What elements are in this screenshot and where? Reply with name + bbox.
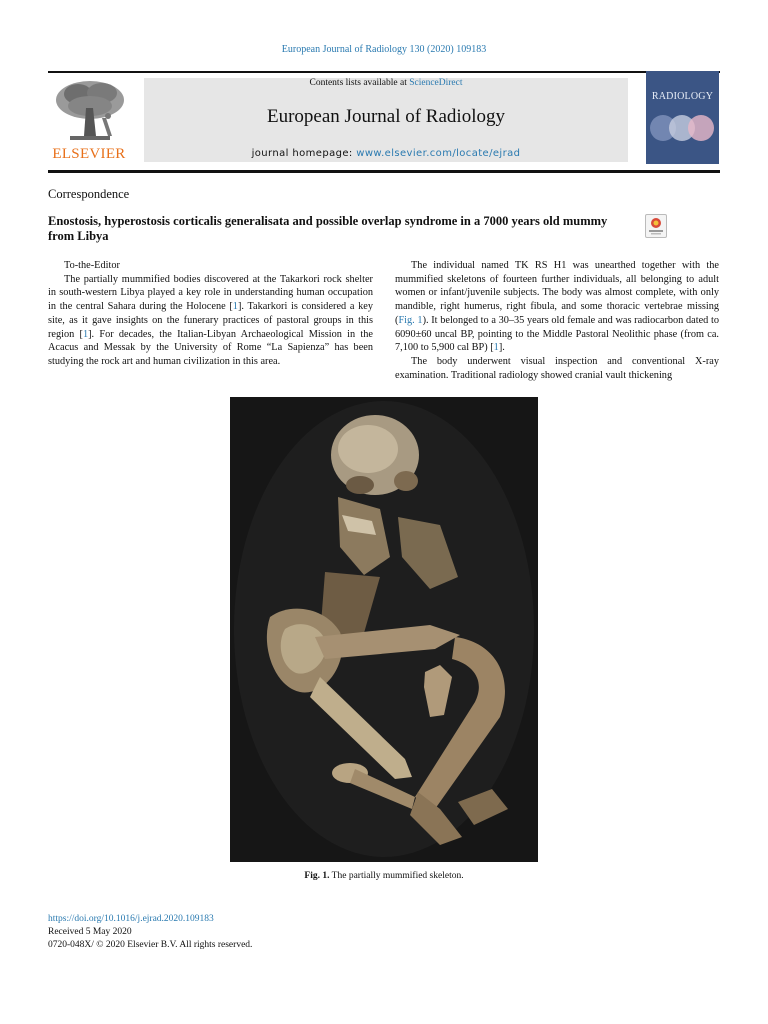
figure-label: Fig. 1. [304,871,330,881]
article-title: Enostosis, hyperostosis corticalis generalisata and possible overlap syndrome in a 7000 years old mummy from Libya [48,214,608,243]
journal-masthead [144,78,628,162]
copyright-line: 0720-048X/ © 2020 Elsevier B.V. All rights reserved. [48,940,253,950]
elsevier-logo [48,78,130,164]
homepage-prefix: journal homepage: [251,148,357,159]
citation-link[interactable]: 1 [232,301,238,313]
figure-caption [0,871,768,881]
mummified-skeleton-image [230,397,538,862]
cover-title: RADIOLOGY [651,91,714,102]
article-type: Correspondence [48,187,130,201]
journal-title: European Journal of Radiology [267,106,505,127]
homepage-line [144,148,628,159]
contents-line [144,78,628,88]
citation-link[interactable]: 1 [82,328,89,340]
body-column-right [395,259,719,382]
figure-link[interactable]: Fig. 1 [398,314,423,326]
received-date: Received 5 May 2020 [48,927,132,937]
doi-link[interactable]: https://doi.org/10.1016/j.ejrad.2020.109183 [48,914,214,924]
header-rule-top [48,71,720,73]
running-head[interactable]: European Journal of Radiology 130 (2020) 109183 [281,44,487,55]
salutation: To-the-Editor [64,260,120,271]
cover-circle-icon [688,115,714,141]
figure-caption-text: The partially mummified skeleton. [329,871,464,881]
body-paragraph: The partially mummified bodies discovered at the Takarkori rock shelter in south-western Libya played a key role in understanding human occupation in the central Sahara during the Holocene [1]. Takarkori is considered a key site, as it gave insights on the funerary practices of pastoral groups in this region [1]. For decades, the Italian-Libyan Archaeological Mission in the Acacus and Messak by the University of Rome “La Sapienza” has been studying the rock art and human civilization in this area. [48,273,373,367]
crossmark-icon[interactable] [645,214,667,238]
sciencedirect-link[interactable]: ScienceDirect [409,78,463,88]
elsevier-wordmark[interactable]: ELSEVIER [52,146,126,162]
header-rule-bottom [48,170,720,173]
body-paragraph: The individual named TK RS H1 was unearthed together with the mummified skeletons of fourteen further individuals, all belonging to adult women or infant/juvenile subjects. The body was almost complete, with only mandible, right humerus, right fibula, and some thoracic vertebrae missing (Fig. 1). It belonged to a 30–35 years old female and was radiocarbon dated to 6090±60 uncal BP, pointing to the Middle Pastoral Neolithic phase (from ca. 7,100 to 5,900 cal BP) [1]. [395,260,719,354]
homepage-link[interactable]: www.elsevier.com/locate/ejrad [356,148,521,159]
figure-mummy-photo [230,397,538,862]
contents-prefix: Contents lists available at [309,78,410,88]
body-paragraph: The body underwent visual inspection and conventional X-ray examination. Traditional radiology showed cranial vault thickening [395,355,719,381]
body-column-left [48,259,373,369]
elsevier-tree-icon [50,78,128,144]
journal-cover-thumbnail[interactable] [646,71,719,164]
citation-link[interactable]: 1 [493,342,499,354]
